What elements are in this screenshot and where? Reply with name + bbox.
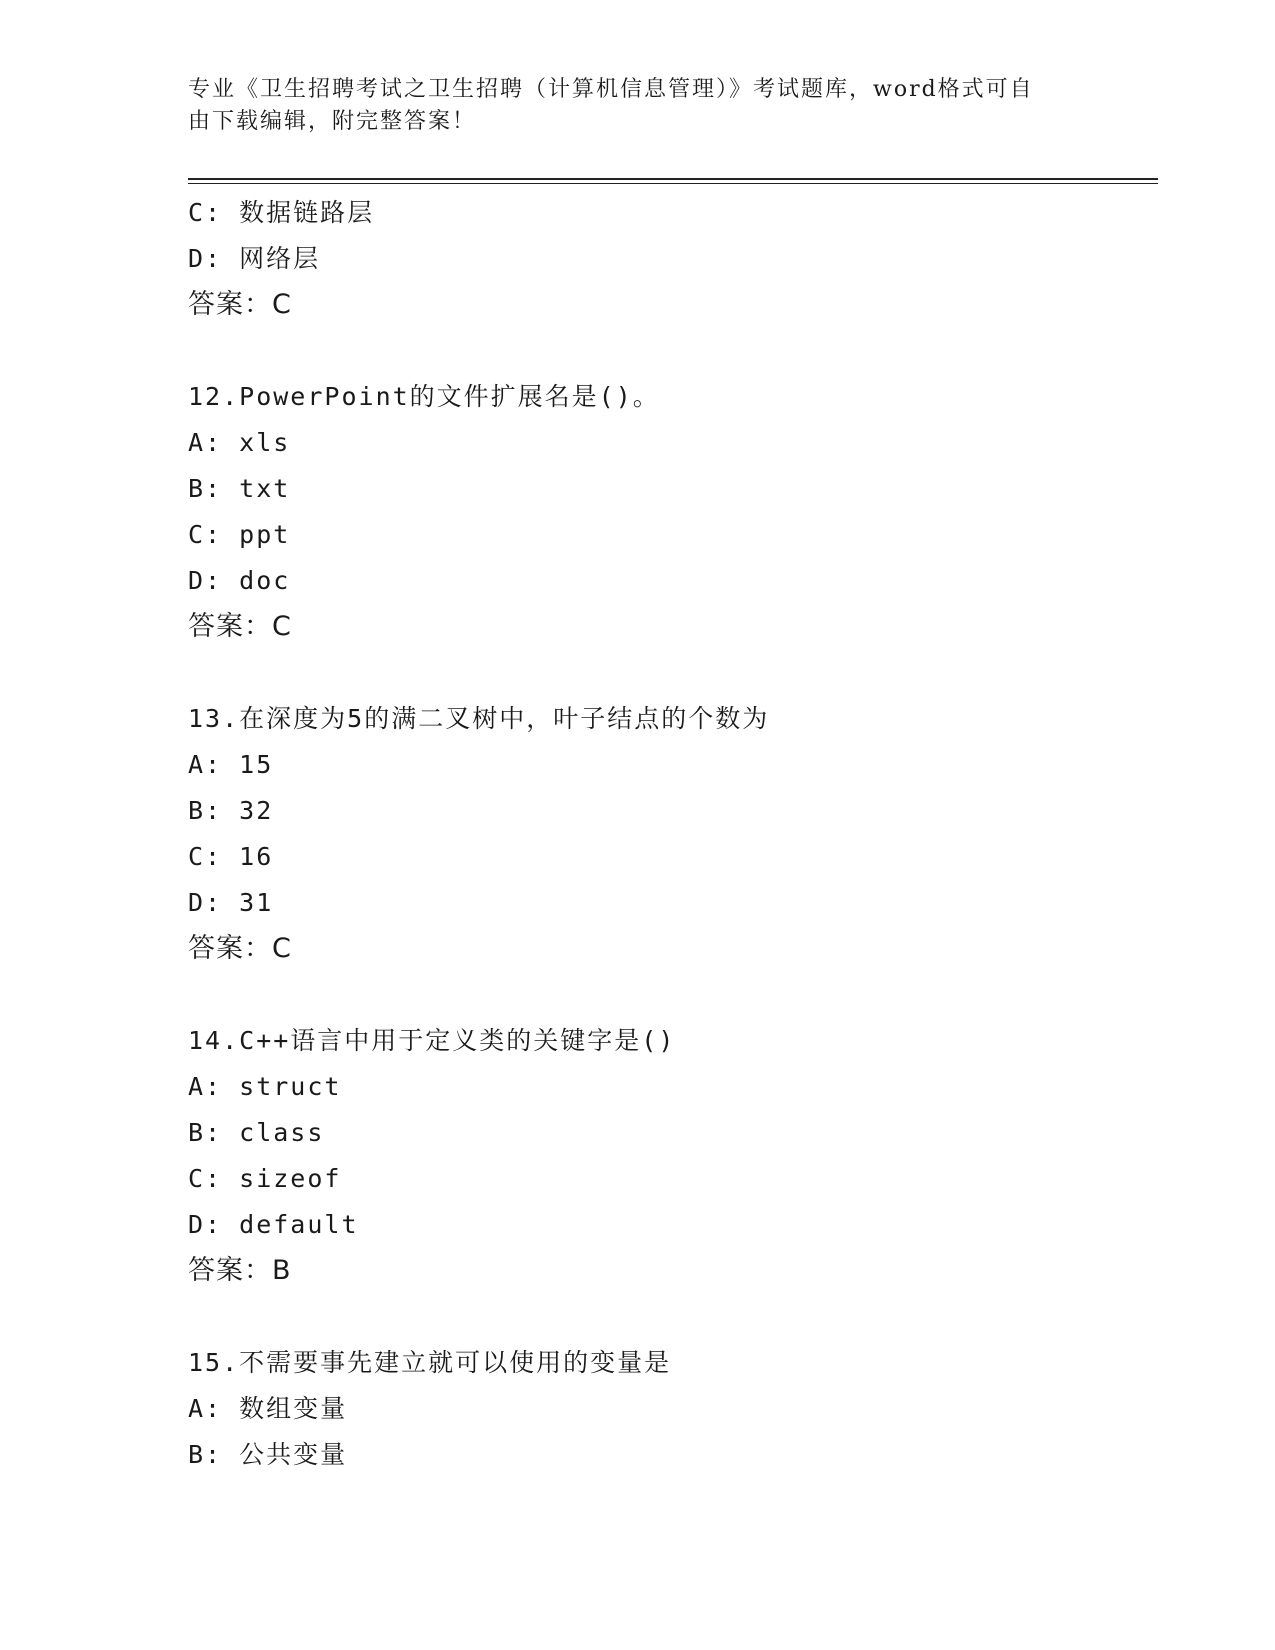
option-a: A: 数组变量 [188,1394,348,1423]
header-line-2: 由下载编辑，附完整答案！ [188,109,477,134]
header-divider-thin [188,183,1158,184]
option-c: C: sizeof [188,1164,342,1193]
option-a: A: 15 [188,750,274,779]
option-d: D: default [188,1210,359,1239]
option-b: B: 32 [188,796,274,825]
option-b: B: txt [188,474,291,503]
spacer [188,650,1148,696]
spacer [188,1294,1148,1340]
option-d: D: doc [188,566,291,595]
question-13 [188,696,1148,972]
header-line-1: 专业《卫生招聘考试之卫生招聘（计算机信息管理）》考试题库，word格式可自 [188,77,1034,102]
answer-line: 答案：C [188,933,292,964]
question-list [188,190,1148,1478]
header-divider-thick [188,178,1158,180]
option-b: B: 公共变量 [188,1440,348,1469]
question-carryover [188,190,1148,328]
question-stem: 14.C++语言中用于定义类的关键字是() [188,1026,676,1055]
option-a: A: struct [188,1072,342,1101]
option-c: C: ppt [188,520,291,549]
question-12 [188,374,1148,650]
question-stem: 15.不需要事先建立就可以使用的变量是 [188,1348,672,1377]
spacer [188,328,1148,374]
answer-line: 答案：C [188,611,292,642]
question-15 [188,1340,1148,1478]
option-a: A: xls [188,428,291,457]
answer-line: 答案：B [188,1255,292,1286]
option-b: B: class [188,1118,325,1147]
option-c: C: 数据链路层 [188,198,375,227]
question-stem: 12.PowerPoint的文件扩展名是()。 [188,382,660,411]
answer-line: 答案：C [188,289,292,320]
option-c: C: 16 [188,842,274,871]
question-14 [188,1018,1148,1294]
question-stem: 13.在深度为5的满二叉树中，叶子结点的个数为 [188,704,770,733]
document-header [188,74,1068,138]
spacer [188,972,1148,1018]
option-d: D: 网络层 [188,244,321,273]
option-d: D: 31 [188,888,274,917]
